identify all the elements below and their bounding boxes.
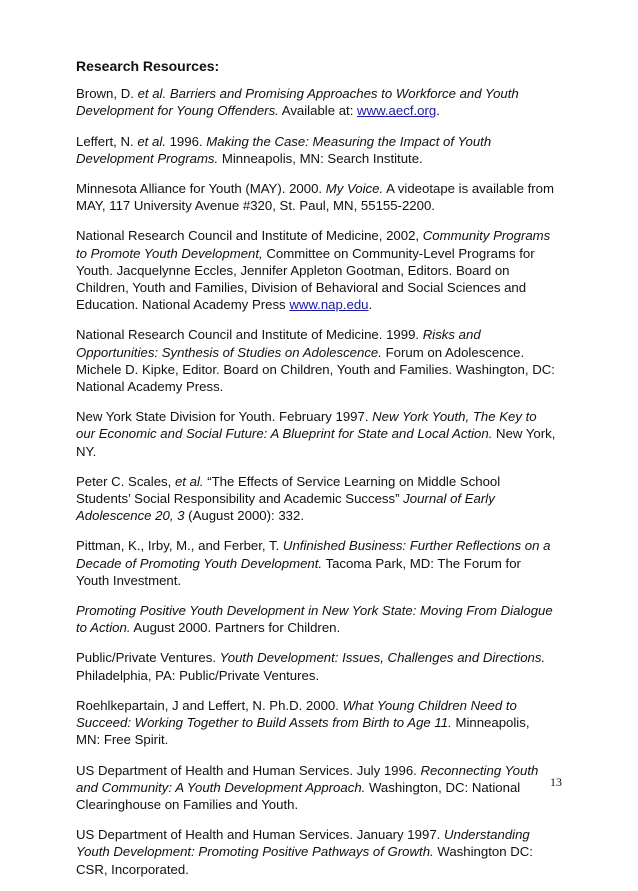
entry-text: Roehlkepartain, J and Leffert, N. Ph.D. 2000. <box>76 697 343 713</box>
entry-text: Washington, DC: National Clearinghouse on Families and Youth. <box>76 779 521 812</box>
entry-title: Making the Case: Measuring the Impact of Youth Development Programs. <box>76 133 492 166</box>
entry-text: A videotape is available from MAY, 117 University Avenue #320, St. Paul, MN, 55155-2200. <box>76 181 554 214</box>
aecf-link[interactable]: www.aecf.org <box>357 103 437 119</box>
entry-title: My Voice. <box>325 181 384 197</box>
entry-title: Reconnecting Youth and Community: A Youth Development Approach. <box>76 762 539 795</box>
entry-text: August 2000. Partners for Children. <box>130 620 341 636</box>
entry-text: Minneapolis, MN: Free Spirit. <box>76 715 530 748</box>
entry-title: Journal of Early Adolescence 20, 3 <box>76 491 495 524</box>
entry-title: et al. <box>137 133 166 149</box>
entry-text: US Department of Health and Human Services. January 1997. <box>76 827 444 843</box>
entry-text: Public/Private Ventures. <box>76 650 220 666</box>
entry-text: Brown, D. <box>76 86 138 102</box>
entry-text: US Department of Health and Human Services. July 1996. <box>76 762 421 778</box>
reference-entry-brown <box>76 85 556 119</box>
entry-title: Community Programs to Promote Youth Development, <box>76 228 551 261</box>
entry-title: Promoting Positive Youth Development in New York State: Moving From Dialogue to Action. <box>76 603 553 636</box>
entry-text: Leffert, N. <box>76 133 138 149</box>
entry-title: Risks and Opportunities: Synthesis of Studies on Adolescence. <box>76 327 481 360</box>
entry-text: Peter C. Scales, <box>76 473 175 489</box>
entry-text: . <box>436 103 440 119</box>
entry-title: et al. <box>174 473 204 489</box>
reference-entry-nrc-2002 <box>76 227 556 313</box>
entry-text: Tacoma Park, MD: The Forum for Youth Investment. <box>76 555 521 588</box>
entry-text: Pittman, K., Irby, M., and Ferber, T. <box>76 538 283 554</box>
nap-link[interactable]: www.nap.edu <box>289 297 369 313</box>
page-title: Research Resources: <box>76 58 220 74</box>
reference-entry-ppv <box>76 649 556 683</box>
reference-entry-nys-dfy <box>76 408 556 460</box>
reference-entry-nrc-1999 <box>76 326 556 395</box>
reference-entry-pittman <box>76 537 556 589</box>
reference-entry-leffert <box>76 133 556 167</box>
entry-text: Available at: <box>278 103 358 119</box>
entry-text: Forum on Adolescence. Michele D. Kipke, Editor. Board on Children, Youth and Families. Washington, DC: National Academy Press. <box>76 344 555 395</box>
entry-text: Washington DC: CSR, Incorporated. <box>76 844 533 877</box>
entry-title: What Young Children Need to Succeed: Working Together to Build Assets from Birth to Age 11. <box>76 697 517 731</box>
reference-entry-hhs-1996 <box>76 762 556 814</box>
entry-text: Minnesota Alliance for Youth (MAY). 2000. <box>76 181 326 197</box>
entry-text: National Research Council and Institute of Medicine, 2002, <box>76 228 423 244</box>
entry-text: New York, NY. <box>76 426 556 459</box>
entry-title: et al. Barriers and Promising Approaches to Workforce and Youth Development for Young Offenders. <box>76 86 519 119</box>
entry-title: Unfinished Business: Further Reflections on a Decade of Promoting Youth Development. <box>76 538 551 571</box>
entry-text: New York State Division for Youth. February 1997. <box>76 409 373 425</box>
reference-entry-scales <box>76 473 556 525</box>
reference-entry-may <box>76 180 556 214</box>
page-number: 13 <box>550 775 562 789</box>
reference-entry-promoting <box>76 602 556 636</box>
reference-entry-hhs-1997 <box>76 826 556 878</box>
entry-title: Understanding Youth Development: Promoting Positive Pathways of Growth. <box>76 827 530 860</box>
entry-text: National Research Council and Institute of Medicine. 1999. <box>76 327 423 343</box>
entry-text: (August 2000): 332. <box>184 508 305 524</box>
entry-text: Minneapolis, MN: Search Institute. <box>218 150 423 166</box>
entry-title: Youth Development: Issues, Challenges and Directions. <box>219 650 546 666</box>
document-page <box>76 58 556 891</box>
entry-text: “The Effects of Service Learning on Middle School Students’ Social Responsibility and Academic Success” <box>76 473 501 507</box>
reference-entry-roehlkepartain <box>76 697 556 749</box>
entry-title: New York Youth, The Key to our Economic and Social Future: A Blueprint for State and Local Action. <box>76 409 537 442</box>
entry-text: 1996. <box>165 133 207 149</box>
entry-text: Philadelphia, PA: Public/Private Ventures. <box>76 667 320 683</box>
entry-text: . <box>368 297 373 313</box>
entry-text: Committee on Community-Level Programs for Youth. Jacquelynne Eccles, Jennifer Appleton Gootman, Editors. Board on Children, Youth and Families, Division of Behavioral and Social Sciences and Education. National Academy Press <box>76 245 535 313</box>
